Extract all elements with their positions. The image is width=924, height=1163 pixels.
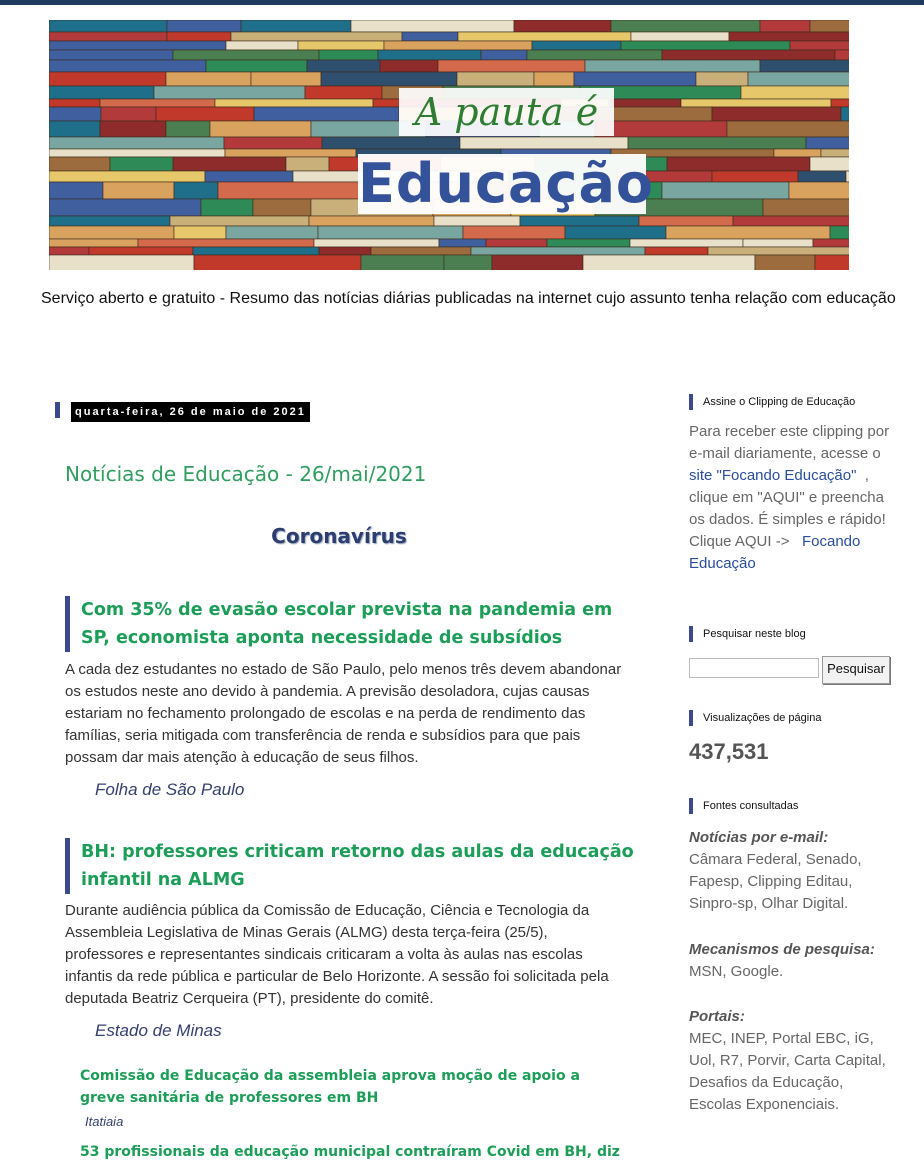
logo-line-2: Educação [358,152,654,215]
book-spine [224,137,322,149]
book-spine [49,60,206,72]
book-spine [760,60,849,72]
book-spine [514,20,611,32]
book-spine [712,107,841,121]
sources-text-1: Câmara Federal, Senado, Fapesp, Clipping Editau, Sinpro-sp, Olhar Digital. [689,851,862,912]
book-spine [49,32,167,41]
book-spine [463,226,565,239]
book-spine [798,171,846,182]
book-spine [384,41,532,50]
article-headline-1[interactable]: Com 35% de evasão escolar prevista na pandemia em SP, economista aponta necessidade de subsídios [65,596,641,652]
book-spine [241,20,351,32]
sources-text-2: MSN, Google. [689,963,784,980]
book-spine [611,20,760,32]
book-spine [103,182,174,199]
book-spine [810,20,849,32]
book-spine [486,239,547,247]
focando-educacao-link[interactable]: Focando Educação [689,533,861,572]
book-spine [49,199,201,216]
book-spine [49,149,225,157]
book-spine [206,60,307,72]
book-spine [173,50,319,60]
related-headline-2[interactable]: 53 profissionais da educação municipal contraíram Covid em BH, diz [80,1144,620,1160]
book-spine [201,199,253,216]
book-spine [743,239,813,247]
book-spine [831,99,849,107]
book-spine [49,216,170,226]
search-button[interactable]: Pesquisar [822,656,890,684]
sources-text-3: MEC, INEP, Portal EBC, iG, Uol, R7, Porvir, Carta Capital, Desafios da Educação, Escolas Exponenciais. [689,1030,886,1113]
book-spine [378,50,481,60]
book-spine [460,137,628,149]
sources-label-2: Mecanismos de pesquisa: [689,941,875,958]
book-spine [205,171,293,182]
book-spine [321,72,457,86]
book-spine [813,239,849,247]
book-spine [639,216,733,226]
book-spine [322,137,460,149]
book-spine [481,50,527,60]
book-spine [49,137,224,149]
book-spine [110,157,173,171]
date-header: quarta-feira, 26 de maio de 2021 [71,402,310,422]
book-spine [89,247,193,255]
book-spine [708,247,849,255]
book-spine [727,121,849,137]
book-spine [314,239,439,247]
top-bar [0,0,924,5]
book-spine [154,86,305,99]
sources-group-1 [689,827,894,915]
book-spine [763,199,849,216]
sources-group-3 [689,1006,894,1116]
book-spine [583,255,755,270]
book-spine [806,137,849,149]
book-spine [662,50,835,60]
book-spine [49,226,174,239]
book-spine [173,157,286,171]
book-spine [774,149,821,157]
book-spine [351,20,514,32]
related-source-1[interactable]: Itatiaia [85,1114,124,1129]
book-spine [458,32,631,41]
book-spine [305,86,382,99]
book-spine [821,149,849,157]
book-spine [49,255,194,270]
book-spine [755,255,815,270]
book-spine [830,226,849,239]
book-spine [574,72,696,86]
pageviews-count: 437,531 [689,739,769,764]
book-spine [846,171,849,182]
post-title[interactable]: Notícias de Educação - 26/mai/2021 [65,462,427,486]
book-spine [49,50,173,60]
book-spine [534,72,574,86]
book-spine [595,121,727,137]
subscribe-text-1: Para receber este clipping por e-mail diariamente, acesse o [689,423,890,462]
section-title: Coronavírus [271,524,407,548]
book-spine [790,41,849,50]
pageviews-heading: Visualizações de página [689,710,821,726]
book-spine [748,72,849,86]
book-spine [226,226,318,239]
book-spine [174,226,226,239]
book-spine [361,255,444,270]
book-spine [298,41,384,50]
book-spine [138,239,314,247]
book-spine [438,60,585,72]
sources-label-1: Notícias por e-mail: [689,829,829,846]
book-spine [251,72,321,86]
book-spine [100,121,166,137]
book-spine [815,255,849,270]
article-headline-2[interactable]: BH: professores criticam retorno das aulas da educação infantil na ALMG [65,838,641,894]
sources-heading: Fontes consultadas [689,798,798,814]
book-spine [49,239,138,247]
search-input[interactable] [689,658,819,678]
book-spine [621,41,790,50]
book-spine [609,99,681,107]
subscribe-text [689,421,894,575]
book-spine [319,50,378,60]
book-spine [318,226,463,239]
article-source-2[interactable]: Estado de Minas [95,1021,222,1040]
book-spine [666,226,830,239]
subscribe-text-2: , clique em "AQUI" e preencha os dados. É simples e rápido! Clique AQUI -> [689,467,886,550]
book-spine [49,99,100,107]
book-spine [167,20,241,32]
book-spine [712,171,798,182]
book-spine [156,107,254,121]
book-spine [547,239,630,247]
book-spine [309,216,434,226]
book-spine [49,247,89,255]
book-spine [434,216,520,226]
book-spine [841,107,849,121]
book-spine [210,121,311,137]
book-spine [681,99,831,107]
book-spine [166,121,210,137]
book-spine [565,226,666,239]
article-summary-1: A cada dez estudantes no estado de São Paulo, pelo menos três devem abandonar os estudos neste ano devido à pandemia. A previsão desoladora, cujas causas estariam no fechamento prolongado de escolas e na perda de rendimento das famílias, seria mitigada com transferência de renda e subsídios para que pais possam dar mais atenção à educação de seus filhos. [65,661,622,766]
book-spine [167,32,231,41]
book-spine [49,41,226,50]
book-spine [492,255,583,270]
book-spine [696,72,748,86]
search-heading: Pesquisar neste blog [689,626,806,642]
book-spine [402,32,458,41]
book-spine [194,255,361,270]
book-spine [741,86,849,99]
book-spine [170,216,309,226]
book-spine [226,41,298,50]
book-spine [471,247,645,255]
book-spine [49,182,103,199]
books-background-image [49,20,849,270]
subscribe-heading: Assine o Clipping de Educação [689,394,855,410]
book-spine [49,20,167,32]
logo-line-1: A pauta é [399,88,614,136]
sources-label-3: Portais: [689,1008,745,1025]
book-spine [193,247,319,255]
book-spine [439,239,486,247]
book-spine [630,239,743,247]
book-spine [49,107,101,121]
header-banner[interactable] [49,20,849,270]
book-spine [733,216,849,226]
book-spine [49,121,100,137]
book-spine [631,32,729,41]
book-spine [729,32,849,41]
book-spine [520,216,639,226]
book-spine [100,99,215,107]
related-headline-1[interactable]: Comissão de Educação da assembleia aprova moção de apoio a greve sanitária de professores em BH [80,1068,580,1106]
book-spine [49,72,166,86]
blog-description: Serviço aberto e gratuito - Resumo das notícias diárias publicadas na internet cujo assunto tenha relação com educação [41,290,896,307]
book-spine [810,157,849,171]
book-spine [789,182,849,199]
article-source-1[interactable]: Folha de São Paulo [95,780,245,799]
book-spine [101,107,156,121]
book-spine [49,171,205,182]
book-spine [371,247,471,255]
book-spine [49,86,154,99]
focando-site-link[interactable]: site "Focando Educação" [689,467,857,484]
book-spine [835,50,849,60]
book-spine [254,107,399,121]
book-spine [585,60,760,72]
sources-group-2 [689,939,894,983]
article-summary-2: Durante audiência pública da Comissão de Educação, Ciência e Tecnologia da Assembleia Legislativa de Minas Gerais (ALMG) desta terça-feira (25/5), professores e representantes sindicais criticaram a volta às aulas nas escolas infantis da rede pública e particular de Belo Horizonte. A sessão foi solicitada pela deputada Beatriz Cerqueira (PT), presidente do comitê. [65,902,609,1007]
book-spine [645,247,708,255]
book-spine [253,199,311,216]
book-spine [215,99,373,107]
book-spine [307,60,380,72]
date-marker [55,402,60,418]
book-spine [225,149,356,157]
book-spine [218,182,359,199]
book-spine [444,255,492,270]
book-spine [49,157,110,171]
book-spine [319,247,371,255]
book-spine [457,72,534,86]
book-spine [628,137,806,149]
book-spine [662,182,789,199]
book-spine [760,20,810,32]
book-spine [166,72,251,86]
book-spine [174,182,218,199]
book-spine [532,41,621,50]
book-spine [667,157,810,171]
book-spine [380,60,438,72]
book-spine [527,50,662,60]
book-spine [231,32,402,41]
book-spine [286,157,329,171]
